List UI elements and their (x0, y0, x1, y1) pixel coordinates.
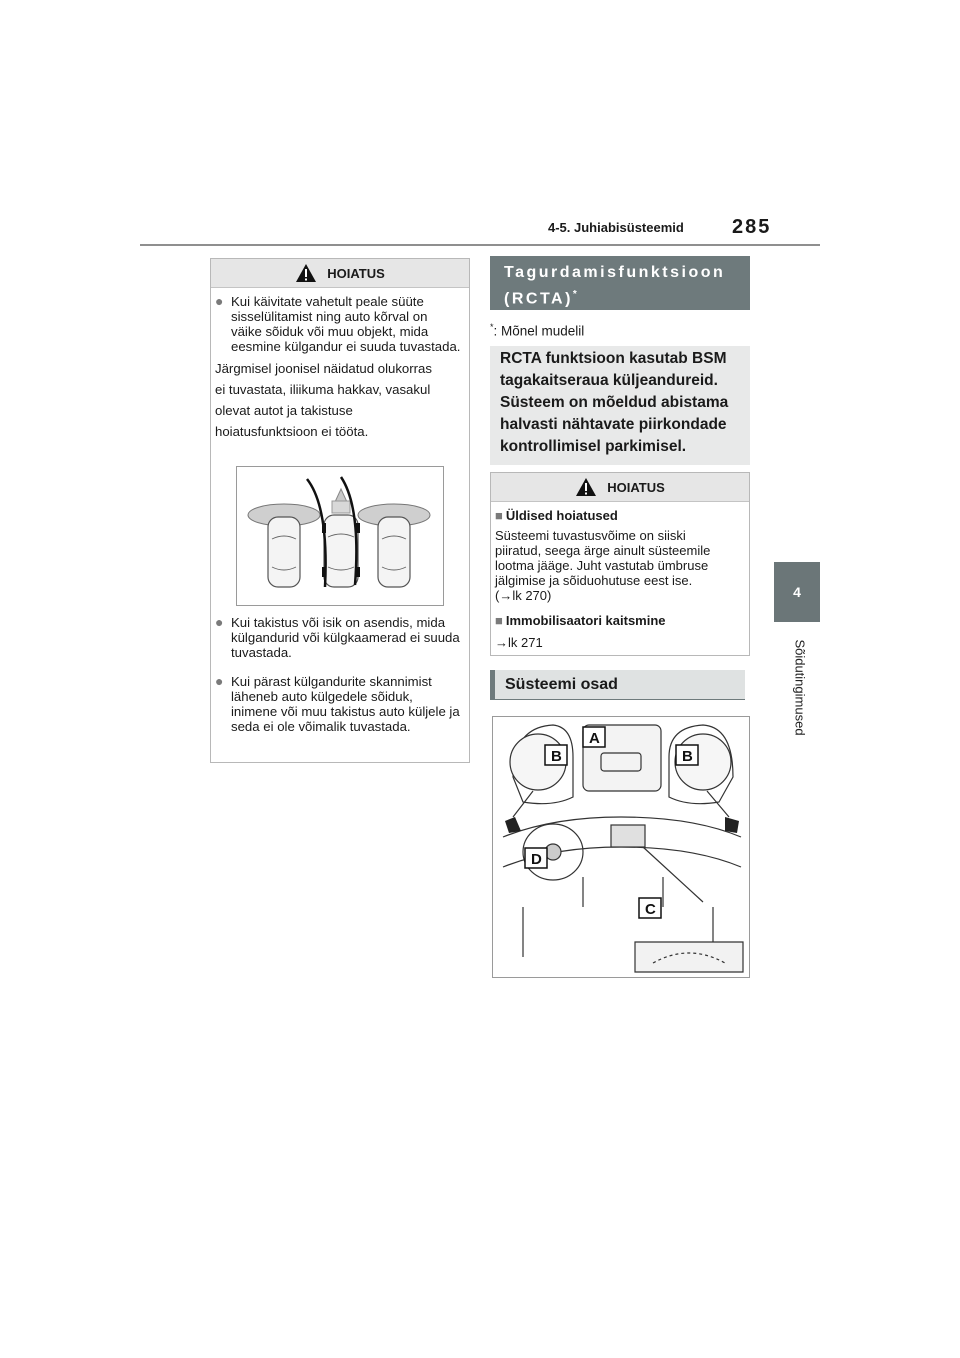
warning-bullet (215, 674, 461, 734)
cars-diagram (237, 467, 443, 605)
part-label-d: D (531, 851, 542, 868)
para-line: hoiatusfunktsioon ei tööta. (215, 424, 369, 439)
warning-triangle-icon (295, 263, 317, 283)
rcta-summary (490, 346, 750, 465)
para-line: Järgmisel joonisel näidatud olukorras (215, 361, 432, 376)
warning-header (491, 473, 749, 502)
warning-body (495, 528, 743, 603)
bullet-text: Kui pärast külgandurite skannimist läheneb auto külgedele sõiduk, inimene või muu takistus auto küljele ja seda ei ole võimalik tuvastada. (231, 674, 460, 734)
warning-header (211, 259, 469, 288)
page-reference[interactable]: →lk 271 (495, 635, 543, 650)
header-rule (140, 244, 820, 246)
summary-line: RCTA funktsioon kasutab BSM (500, 350, 727, 367)
parking-illustration (236, 466, 444, 606)
subheading: ■ Üldised hoiatused (495, 508, 618, 523)
bullet-text: Kui takistus või isik on asendis, mida külgandurid või külgkaamerad ei suuda tuvastada. (231, 615, 460, 660)
summary-line: Süsteem on mõeldud abistama (500, 394, 729, 411)
bullet-circle-icon: ● (215, 614, 224, 630)
body-line: lootma jääge. Juht vastutab ümbruse (495, 558, 709, 573)
para-line: ei tuvastata, iliikuma hakkav, vasakul (215, 382, 431, 397)
square-bullet-icon: ■ (495, 613, 503, 628)
chapter-label (785, 630, 808, 750)
part-label-a: A (589, 730, 600, 747)
body-line: jälgimise ja sõiduohutuse eest ise. (495, 573, 693, 588)
page-reference[interactable]: (→lk 270) (495, 588, 552, 603)
left-warning-box (210, 258, 470, 763)
warning-bullet (215, 615, 461, 660)
warning-paragraph (215, 358, 461, 442)
square-bullet-icon: ■ (495, 508, 503, 523)
section-title: 4-5. Juhiabisüsteemid (548, 220, 684, 235)
bullet-circle-icon: ● (215, 673, 224, 689)
chapter-name: Sõidutingimused (792, 639, 808, 736)
warning-bullet (215, 294, 461, 354)
body-line: piiratud, seega ärge ainult süsteemile (495, 543, 711, 558)
summary-line: halvasti nähtavate piirkondade (500, 416, 727, 433)
parts-illustration (492, 716, 750, 978)
rcta-title-line1: Tagurdamisfunktsioon (504, 264, 726, 281)
para-line: olevat autot ja takistuse (215, 403, 353, 418)
warning-title: HOIATUS (327, 265, 385, 281)
bullet-text: Kui käivitate vahetult peale süüte sisselülitamist ning auto kõrval on väike sõiduk või muu objekt, mida eesmine külgandur ei suuda tuvastada. (231, 294, 461, 354)
chapter-tab[interactable]: 4 (774, 562, 820, 622)
bullet-circle-icon: ● (215, 293, 224, 309)
summary-line: tagakaitseraua küljeandureid. (500, 372, 718, 389)
page-number: 285 (732, 216, 772, 238)
part-label-b: B (551, 748, 562, 765)
footnote: *: Mõnel mudelil (490, 322, 585, 339)
rcta-heading (490, 256, 750, 310)
part-label-c: C (645, 901, 656, 918)
dashboard-diagram (493, 717, 749, 977)
subheading: ■ Immobilisaatori kaitsmine (495, 613, 666, 628)
warning-triangle-icon (575, 477, 597, 497)
parts-heading: Süsteemi osad (490, 670, 745, 700)
right-warning-box (490, 472, 750, 656)
body-line: Süsteemi tuvastusvõime on siiski (495, 528, 686, 543)
summary-line: kontrollimisel parkimisel. (500, 438, 687, 455)
rcta-title-line2: (RCTA)* (504, 289, 580, 308)
part-label-b: B (682, 748, 693, 765)
warning-title: HOIATUS (607, 479, 665, 495)
